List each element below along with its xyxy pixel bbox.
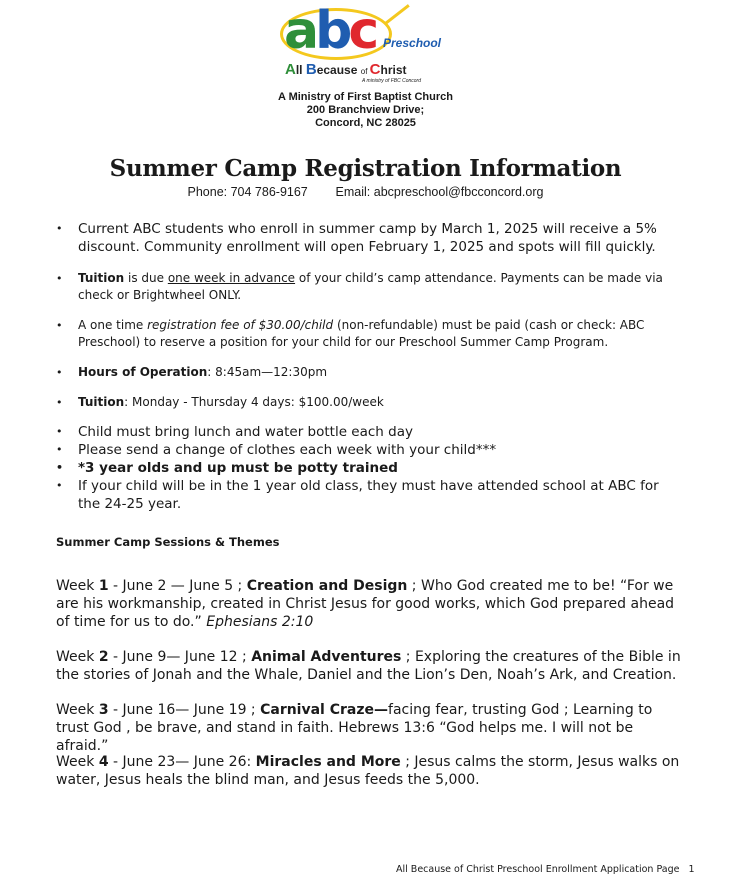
week-1-pre: Week (56, 578, 99, 594)
logo-letter-c: c (348, 1, 376, 61)
logo-fish-tail-icon (384, 4, 409, 25)
bullet-tuition-rate (56, 394, 676, 411)
address-line-1: A Ministry of First Baptist Church (278, 91, 453, 103)
sessions-heading: Summer Camp Sessions & Themes (56, 535, 280, 549)
logo-letter-a: a (284, 1, 316, 61)
tagline-c: C (369, 61, 381, 78)
registration-fee-text-b: (non-refundable) must be paid (cash or check: ABC Preschool) to reserve a position for your child for our Preschool Summer Camp Program. (78, 318, 645, 349)
bullet-potty-trained-text: *3 year olds and up must be potty trained (78, 460, 398, 476)
week-3-description: facing fear, trusting God ; Learning to trust God , be brave, and stand in faith. Hebrews 13:6 “God helps me. I will not be afraid.” (56, 702, 653, 754)
week-1-description: ; Who God created me to be! “For we are his workmanship, created in Christ Jesus for good works, which God prepared ahead of time for us to do.” (56, 578, 675, 630)
tagline-of: of (360, 67, 370, 76)
bullet-clothes (56, 441, 676, 459)
week-4-description: ; Jesus calms the storm, Jesus walks on water, Jesus heals the blind man, and Jesus feeds the 5,000. (56, 754, 680, 788)
tagline-ecause: ecause (316, 63, 361, 77)
week-1-number: 1 (98, 578, 109, 594)
address-line-3: Concord, NC 28025 (315, 117, 416, 129)
logo-preschool-text: Preschool (383, 36, 442, 50)
page-footer: All Because of Christ Preschool Enrollment Application Page 1 (396, 864, 695, 875)
page-title: Summer Camp Registration Information (109, 155, 622, 182)
week-1-scripture: Ephesians 2:10 (206, 614, 314, 630)
address-line-2: 200 Branchview Drive; (306, 104, 425, 116)
logo-ministry-small: A ministry of FBC Concord (362, 78, 421, 84)
registration-fee-text-a: A one time (78, 318, 148, 332)
week-4-session (56, 753, 686, 789)
bullet-clothes-text: Please send a change of clothes each week with your child*** (78, 442, 497, 458)
bullet-lunch-text: Child must bring lunch and water bottle each day (78, 424, 413, 440)
tagline-hrist: hrist (380, 63, 407, 77)
week-4-number: 4 (98, 754, 109, 770)
week-4-pre: Week (56, 754, 99, 770)
week-2-pre: Week (56, 649, 99, 665)
bullet-one-year-class-text: If your child will be in the 1 year old class, they must have attended school at ABC for the 24-25 year. (78, 478, 659, 512)
week-3-dates: - June 16— June 19 ; (108, 702, 261, 718)
tagline-a: A (285, 61, 296, 78)
week-2-session (56, 648, 686, 684)
logo-tagline (285, 61, 407, 78)
week-4-theme: Miracles and More (255, 754, 401, 770)
bullet-tuition-due (56, 270, 676, 304)
week-2-description: ; Exploring the creatures of the Bible in the stories of Jonah and the Whale, Daniel and the Lion’s Den, Noah’s Ark, and Creation. (56, 649, 681, 683)
hours-label: Hours of Operation (78, 365, 208, 379)
bullet-one-year-class (56, 477, 676, 513)
week-2-number: 2 (98, 649, 109, 665)
registration-fee-amount: registration fee of $30.00/child (147, 318, 334, 332)
week-3-session (56, 701, 686, 755)
week-1-theme: Creation and Design (246, 578, 408, 594)
hours-value: : 8:45am—12:30pm (207, 365, 328, 379)
abc-preschool-logo (270, 3, 470, 87)
bullet-hours (56, 364, 676, 381)
week-3-theme: Carnival Craze— (260, 702, 389, 718)
tuition-rate-value: : Monday - Thursday 4 days: $100.00/week (124, 395, 384, 409)
tuition-label: Tuition (78, 271, 125, 285)
tagline-ll: ll (295, 63, 306, 77)
week-2-dates: - June 9— June 12 ; (108, 649, 252, 665)
tagline-b: B (305, 61, 317, 78)
tuition-rate-label: Tuition (78, 395, 125, 409)
bullet-registration-fee (56, 317, 676, 351)
bullet-lunch (56, 423, 676, 441)
contact-info: Phone: 704 786-9167 Email: abcpreschool@fbcconcord.org (187, 185, 544, 199)
tuition-due-text-a: is due (124, 271, 168, 285)
logo-letter-b: b (315, 1, 349, 61)
info-bullet-list (56, 220, 676, 513)
week-3-number: 3 (98, 702, 109, 718)
week-4-dates: - June 23— June 26: (108, 754, 256, 770)
week-3-pre: Week (56, 702, 99, 718)
week-2-theme: Animal Adventures (251, 649, 402, 665)
one-week-advance: one week in advance (167, 271, 296, 285)
tuition-due-text-b: of your child’s camp attendance. Payments can be made via check or Brightwheel ONLY. (78, 271, 663, 302)
week-1-dates: - June 2 — June 5 ; (108, 578, 247, 594)
logo-letters (284, 1, 375, 61)
bullet-early-enrollment-text: Current ABC students who enroll in summer camp by March 1, 2025 will receive a 5% discount. Community enrollment will open February 1, 2025 and spots will fill quickly. (78, 221, 657, 255)
week-1-session (56, 577, 686, 631)
bullet-potty-trained (56, 459, 676, 477)
bullet-early-enrollment (56, 220, 676, 256)
